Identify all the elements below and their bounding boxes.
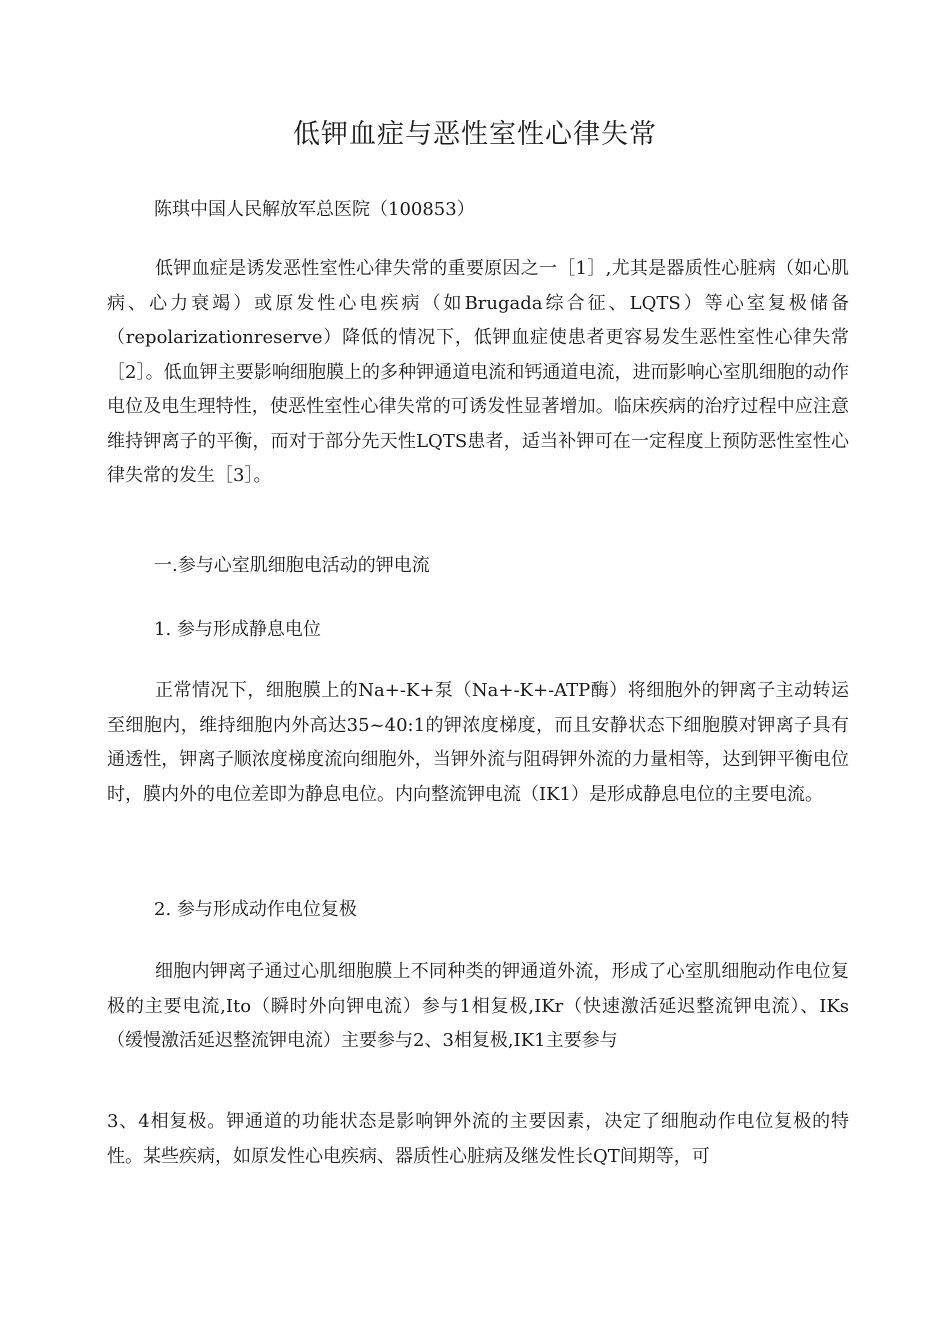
paragraph-intro: 低钾血症是诱发恶性室性心律失常的重要原因之一［1］,尤其是器质性心脏病（如心肌病、心力衰竭）或原发性心电疾病（如Brugada综合征、LQTS）等心室复极储备（repolarizationreserve）降低的情况下，低钾血症使患者更容易发生恶性室性心律失常［2］。低血钾主要影响细胞膜上的多种钾通道电流和钙通道电流，进而影响心室肌细胞的动作电位及电生理特性，使恶性室性心律失常的可诱发性显著增加。临床疾病的治疗过程中应注意维持钾离子的平衡，而对于部分先天性LQTS患者，适当补钾可在一定程度上预防恶性室性心律失常的发生［3］。 bbox=[107, 258, 849, 486]
section-heading-1: 一.参与心室肌细胞电活动的钾电流 bbox=[154, 555, 430, 576]
subheading-1: 1. 参与形成静息电位 bbox=[154, 619, 321, 640]
paragraph-repolarization: 细胞内钾离子通过心肌细胞膜上不同种类的钾通道外流，形成了心室肌细胞动作电位复极的主要电流,Ito（瞬时外向钾电流）参与1相复极,IKr（快速激活延迟整流钾电流）、IKs（缓慢激活延迟整流钾电流）主要参与2、3相复极,IK1主要参与 bbox=[107, 961, 849, 1051]
subheading-2: 2. 参与形成动作电位复极 bbox=[154, 899, 357, 920]
document-title: 低钾血症与恶性室性心律失常 bbox=[293, 119, 657, 150]
paragraph-resting-potential: 正常情况下，细胞膜上的Na+-K+泵（Na+-K+-ATP酶）将细胞外的钾离子主动转运至细胞内，维持细胞内外高达35~40:1的钾浓度梯度，而且安静状态下细胞膜对钾离子具有通透性，钾离子顺浓度梯度流向细胞外，当钾外流与阻碍钾外流的力量相等，达到钾平衡电位时，膜内外的电位差即为静息电位。内向整流钾电流（IK1）是形成静息电位的主要电流。 bbox=[107, 680, 849, 805]
paragraph-continued: 3、4相复极。钾通道的功能状态是影响钾外流的主要因素，决定了细胞动作电位复极的特性。某些疾病，如原发性心电疾病、器质性心脏病及继发性长QT间期等，可 bbox=[107, 1111, 849, 1167]
author-line: 陈琪中国人民解放军总医院（100853） bbox=[154, 199, 475, 220]
